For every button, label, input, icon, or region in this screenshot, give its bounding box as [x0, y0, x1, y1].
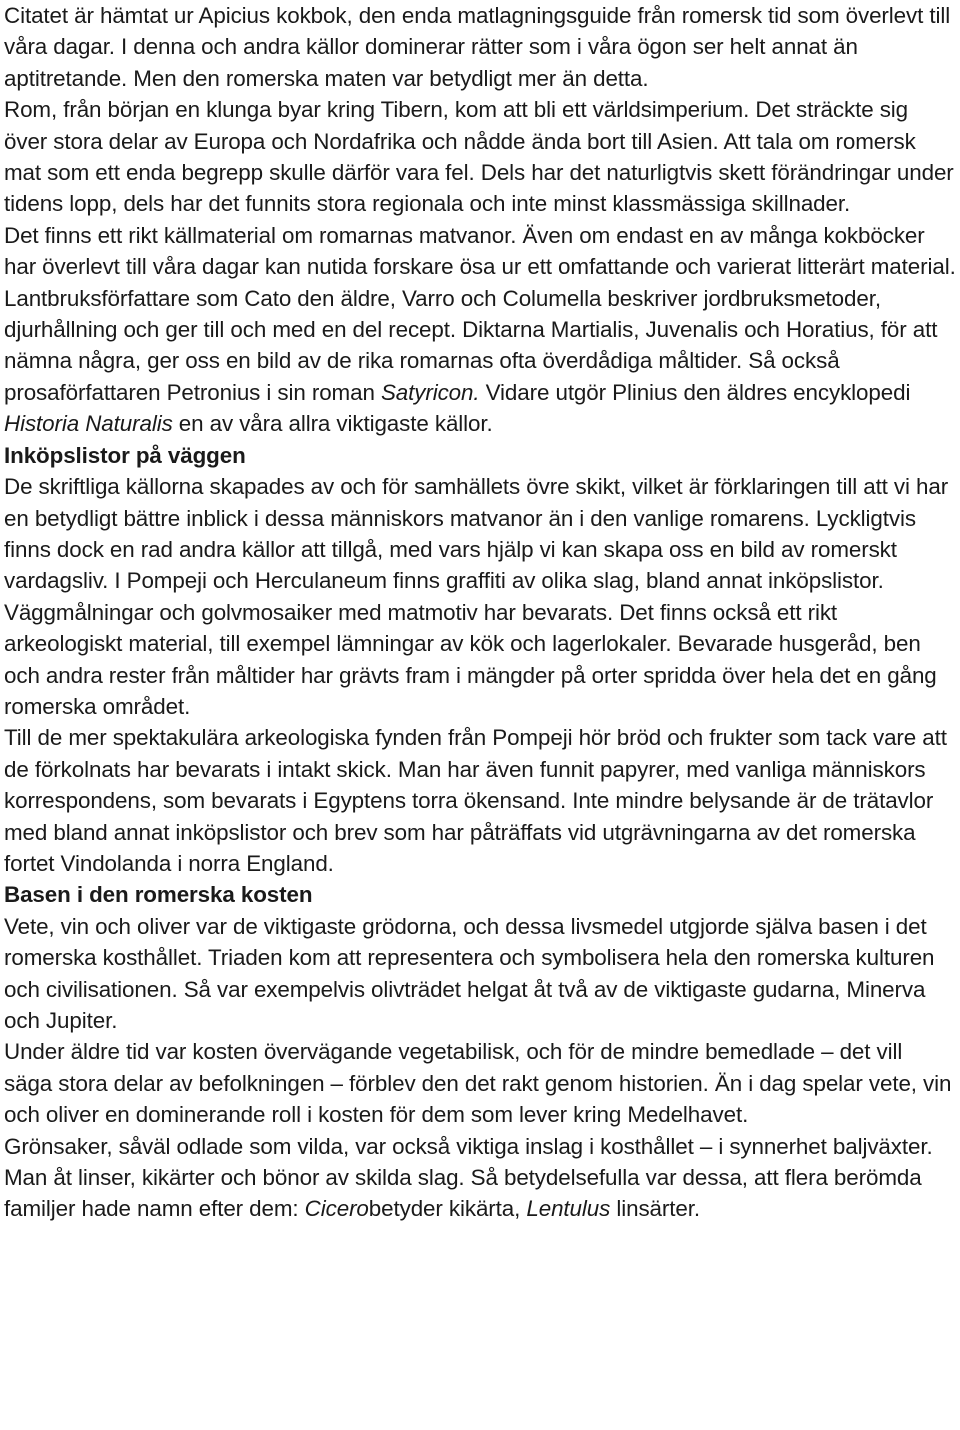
name-cicero: Cicero — [304, 1196, 369, 1222]
name-lentulus: Lentulus — [526, 1196, 611, 1222]
paragraph-vegetables-legumes — [4, 1131, 956, 1225]
article-body — [4, 0, 956, 1225]
paragraph-other-sources: De skriftliga källorna skapades av och för samhällets övre skikt, vilket är förklaringen till att vi har en betydligt bättre inblick i dessa människors matvanor än i den vanlige romarens. Lyckligtvis finns dock en rad andra källor att tillgå, med vars hjälp vi kan skapa oss en bild av romerskt vardagsliv. I Pompeji och Herculaneum finns graffiti av olika slag, bland annat inköpslistor. Väggmålningar och golvmosaiker med matmotiv har bevarats. Det finns också ett rikt arkeologiskt material, till exempel lämningar av kök och lagerlokaler. Bevarade husgeråd, ben och andra rester från måltider har grävts fram i mängder på orter spridda över hela det en gång romerska området. — [4, 474, 949, 719]
sources-text-a: Det finns ett rikt källmaterial om romarnas matvanor. Även om endast en av många kokböcker har överlevt till våra dagar kan nutida forskare ösa ur ett omfattande och varierat litterärt material. Lantbruksförfattare som Cato den äldre, Varro och Columella beskriver jordbruksmetoder, djurhållning och ger till och med en del recept. Diktarna Martialis, Juvenalis och Horatius, för att nämna några, ger oss en bild av de rika romarnas ofta överdådiga måltider. Så också prosaförfattaren Petronius i sin roman — [4, 222, 956, 405]
paragraph-sources — [4, 220, 956, 440]
heading-roman-diet-basis: Basen i den romerska kosten — [4, 882, 313, 908]
paragraph-wheat-wine-olives: Vete, vin och oliver var de viktigaste grödorna, och dessa livsmedel utgjorde själva basen i det romerska kosthållet. Triaden kom att representera och symbolisera hela den romerska kulturen och civilisationen. Så var exempelvis olivträdet helgat åt två av de viktigaste gudarna, Minerva och Jupiter. — [4, 913, 935, 1033]
paragraph-rome-empire: Rom, från början en klunga byar kring Tibern, kom att bli ett världsimperium. Det sträckte sig över stora delar av Europa och Nordafrika och nådde ända bort till Asien. Att tala om romersk mat som ett enda begrepp skulle därför vara fel. Dels har det naturligtvis skett förändringar under tidens lopp, dels har det funnits stora regionala och inte minst klassmässiga skillnader. — [4, 97, 954, 217]
title-satyricon: Satyricon. — [380, 379, 480, 405]
paragraph-vegetable-diet: Under äldre tid var kosten övervägande vegetabilisk, och för de mindre bemedlade – det vill säga stora delar av befolkningen – förblev den det rakt genom historien. Än i dag spelar vete, vin och oliver en dominerande roll i kosten för dem som lever kring Medelhavet. — [4, 1039, 952, 1128]
heading-shopping-lists: Inköpslistor på väggen — [4, 442, 246, 468]
legumes-text-b: betyder kikärta, — [368, 1196, 527, 1222]
legumes-text-c: linsärter. — [610, 1196, 700, 1222]
legumes-text-a: Grönsaker, såväl odlade som vilda, var också viktiga inslag i kosthållet – i synnerhet baljväxter. Man åt linser, kikärter och bönor av skilda slag. Så betydelsefulla var dessa, att flera berömda familjer hade namn efter dem: — [4, 1133, 933, 1222]
sources-text-b: Vidare utgör Plinius den äldres encyklopedi — [479, 379, 911, 405]
paragraph-apicius-intro: Citatet är hämtat ur Apicius kokbok, den enda matlagningsguide från romersk tid som överlevt till våra dagar. I denna och andra källor dominerar rätter som i våra ögon ser helt annat än aptitretande. Men den romerska maten var betydligt mer än detta. — [4, 3, 951, 91]
paragraph-archaeological-finds: Till de mer spektakulära arkeologiska fynden från Pompeji hör bröd och frukter som tack vare att de förkolnats har bevarats i intakt skick. Man har även funnit papyrer, med vanliga människors korrespondens, som bevarats i Egyptens torra ökensand. Inte mindre belysande är de trätavlor med bland annat inköpslistor och brev som har påträffats vid utgrävningarna av det romerska fortet Vindolanda i norra England. — [4, 725, 947, 876]
sources-text-c: en av våra allra viktigaste källor. — [172, 411, 493, 437]
title-historia-naturalis: Historia Naturalis — [4, 411, 173, 437]
